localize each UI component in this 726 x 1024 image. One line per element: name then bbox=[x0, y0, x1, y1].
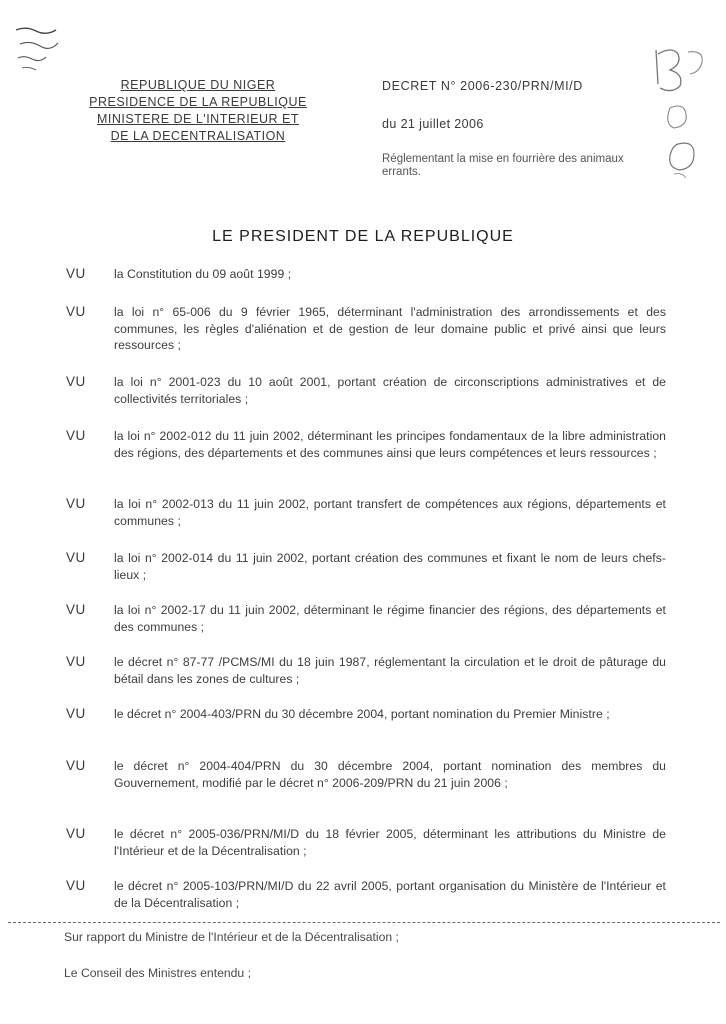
handwritten-margin-mark bbox=[648, 44, 712, 194]
consideration-item bbox=[66, 654, 666, 687]
consideration-item bbox=[66, 266, 666, 283]
consideration-text: le décret n° 2005-103/PRN/MI/D du 22 avril 2005, portant organisation du Ministère de l'Intérieur et de la Décentralisation ; bbox=[114, 879, 666, 910]
vu-label: VU bbox=[66, 266, 86, 281]
vu-label: VU bbox=[66, 374, 86, 389]
vu-label: VU bbox=[66, 878, 86, 893]
consideration-text: le décret n° 2004-403/PRN du 30 décembre 2004, portant nomination du Premier Ministre ; bbox=[114, 707, 610, 721]
document-title: LE PRESIDENT DE LA REPUBLIQUE bbox=[212, 228, 514, 245]
consideration-text: la loi n° 2002-013 du 11 juin 2002, portant transfert de compétences aux régions, départements et communes ; bbox=[114, 497, 666, 528]
vu-label: VU bbox=[66, 550, 86, 565]
consideration-item bbox=[66, 428, 666, 461]
consideration-text: le décret n° 87-77 /PCMS/MI du 18 juin 1987, réglementant la circulation et le droit de pâturage du bétail dans les zones de cultures ; bbox=[114, 655, 666, 686]
consideration-item bbox=[66, 602, 666, 635]
authority-line: PRESIDENCE DE LA REPUBLIQUE bbox=[89, 95, 307, 109]
authority-line: REPUBLIQUE DU NIGER bbox=[120, 78, 276, 92]
council-line: Le Conseil des Ministres entendu ; bbox=[64, 966, 251, 980]
consideration-text: la loi n° 2002-014 du 11 juin 2002, portant création des communes et fixant le nom de leurs chefs-lieux ; bbox=[114, 551, 666, 582]
consideration-item bbox=[66, 758, 666, 791]
consideration-text: la Constitution du 09 août 1999 ; bbox=[114, 267, 292, 281]
decree-reference bbox=[382, 79, 644, 179]
consideration-text: la loi n° 2002-17 du 11 juin 2002, déterminant le régime financier des régions, des départements et des communes ; bbox=[114, 603, 666, 634]
vu-label: VU bbox=[66, 706, 86, 721]
authority-line: DE LA DECENTRALISATION bbox=[110, 129, 286, 143]
handwritten-scribble bbox=[14, 22, 62, 82]
consideration-text: la loi n° 2002-012 du 11 juin 2002, déterminant les principes fondamentaux de la libre administration des régions, des départements et des communes ainsi que leurs compétences et leurs ressources ; bbox=[114, 429, 666, 460]
consideration-text: la loi n° 65-006 du 9 février 1965, déterminant l'administration des arrondissements et des communes, les règles d'aliénation et de gestion de leur domaine public et privé ainsi que leurs ressources ; bbox=[114, 305, 666, 352]
separator-line bbox=[8, 922, 720, 923]
consideration-item bbox=[66, 706, 666, 723]
consideration-item bbox=[66, 496, 666, 529]
decree-date: du 21 juillet 2006 bbox=[382, 117, 484, 131]
consideration-text: le décret n° 2004-404/PRN du 30 décembre 2004, portant nomination des membres du Gouvernement, modifié par le décret n° 2006-209/PRN du 21 juin 2006 ; bbox=[114, 759, 666, 790]
consideration-item bbox=[66, 878, 666, 911]
decree-subject: Réglementant la mise en fourrière des animaux errants. bbox=[382, 153, 624, 178]
vu-label: VU bbox=[66, 496, 86, 511]
consideration-item bbox=[66, 304, 666, 354]
consideration-item bbox=[66, 374, 666, 407]
consideration-item bbox=[66, 550, 666, 583]
consideration-text: la loi n° 2001-023 du 10 août 2001, portant création de circonscriptions administratives et de collectivités territoriales ; bbox=[114, 375, 666, 406]
decree-number: DECRET N° 2006-230/PRN/MI/D bbox=[382, 79, 583, 93]
issuing-authority bbox=[68, 77, 328, 145]
vu-label: VU bbox=[66, 758, 86, 773]
report-line: Sur rapport du Ministre de l'Intérieur et de la Décentralisation ; bbox=[64, 930, 399, 944]
vu-label: VU bbox=[66, 602, 86, 617]
vu-label: VU bbox=[66, 304, 86, 319]
consideration-text: le décret n° 2005-036/PRN/MI/D du 18 février 2005, déterminant les attributions du Ministre de l'Intérieur et de la Décentralisation ; bbox=[114, 827, 666, 858]
authority-line: MINISTERE DE L'INTERIEUR ET bbox=[96, 112, 300, 126]
vu-label: VU bbox=[66, 428, 86, 443]
consideration-item bbox=[66, 826, 666, 859]
vu-label: VU bbox=[66, 654, 86, 669]
vu-label: VU bbox=[66, 826, 86, 841]
